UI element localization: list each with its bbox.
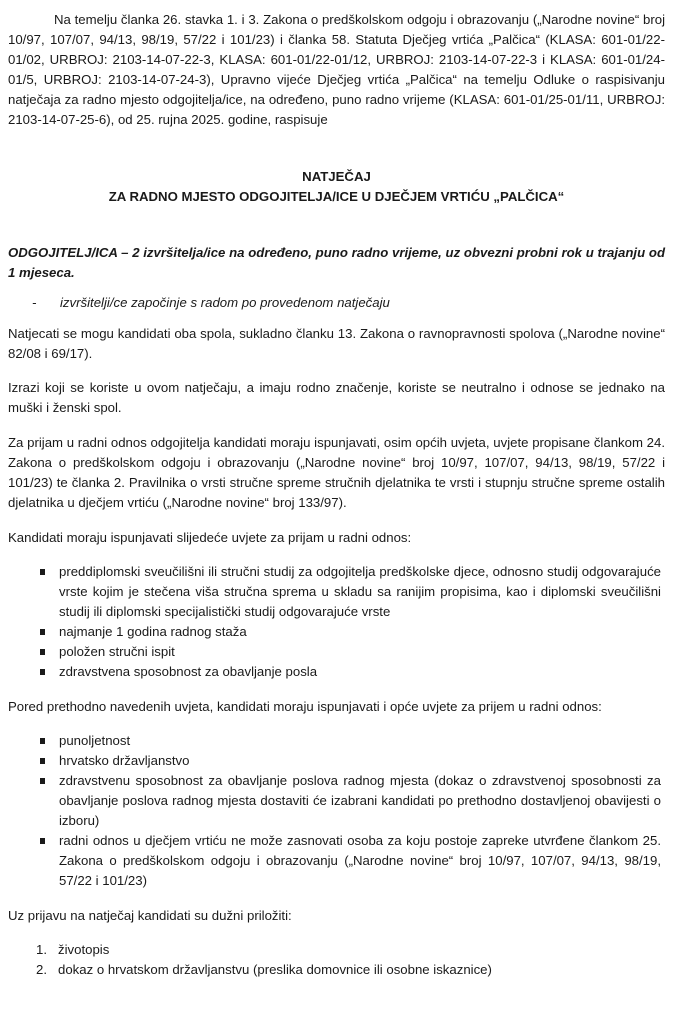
gender-paragraph: Natjecati se mogu kandidati oba spola, sukladno članku 13. Zakona o ravnopravnosti spolova („Narodne novine“ 82/08 i 69/17). [8,326,665,361]
item-number: 1. [36,942,47,957]
list-item: najmanje 1 godina radnog staža [8,622,665,642]
attachments-intro: Uz prijavu na natječaj kandidati su dužni priložiti: [8,908,292,923]
conditions-paragraph: Za prijam u radni odnos odgojitelja kandidati moraju ispunjavati, osim općih uvjeta, uvjete propisane člankom 24. Zakona o predškolskom odgoju i obrazovanju („Narodne novine“ broj 10/97, 107/07, 94/13, 98/19, 57/22 i 101/23) te članka 2. Pravilnika o vrsti stručne spreme stručnih djelatnika te vrsti i stupnju stručne spreme ostalih djelatnika u dječjem vrtiću („Narodne novine“ broj 133/97). [8,435,665,510]
title-block [8,167,665,207]
list-item: 2. dokaz o hrvatskom državljanstvu (preslika domovnice ili osobne iskaznice) [8,960,665,980]
list-item: preddiplomski sveučilišni ili stručni studij za odgojitelja predškolske djece, odnosno studij odgovarajuće vrste kojim je stečena viša stručna sprema u skladu sa ranijim propisima, kao i diplomski sveučilišni studij ili diplomski specijalistički studij odgovarajuće vrste [8,562,665,622]
bullet-icon [8,771,59,831]
bullet-icon [8,662,59,682]
position-description: ODGOJITELJ/ICA – 2 izvršitelja/ice na određeno, puno radno vrijeme, uz obvezni probni rok u trajanju od 1 mjeseca. [8,245,665,280]
title-line-1: NATJEČAJ [302,169,371,184]
list-item: punoljetnost [8,731,665,751]
general-conditions-intro: Pored prethodno navedenih uvjeta, kandidati moraju ispunjavati i opće uvjete za prijem u radni odnos: [8,699,602,714]
list-item: radni odnos u dječjem vrtiću ne može zasnovati osoba za koju postoje zapreke utvrđene člankom 25. Zakona o predškolskom odgoju i obrazovanju („Narodne novine“ broj 10/97, 107/07, 94/13, 98/19, 57/22 i 101/23) [8,831,665,891]
special-conditions-list [8,562,665,682]
bullet-icon [8,751,59,771]
list-item: hrvatsko državljanstvo [8,751,665,771]
list-item: zdravstvena sposobnost za obavljanje posla [8,662,665,682]
intro-paragraph: Na temelju članka 26. stavka 1. i 3. Zakona o predškolskom odgoju i obrazovanju („Narodne novine“ broj 10/97, 107/07, 94/13, 98/19, 57/22 i 101/23) i članka 58. Statuta Dječjeg vrtića „Palčica“ (KLASA: 601-01/22-01/02, URBROJ: 2103-14-07-22-3, KLASA: 601-01/22-01/12, URBROJ: 2103-14-07-22-3 i KLASA: 601-01/24-01/5, URBROJ: 2103-14-07-24-3), Upravno vijeće Dječjeg vrtića „Palčica“ na temelju Odluke o raspisivanju natječaja za radno mjesto odgojitelja/ice, na određeno, puno radno vrijeme (KLASA: 601-01/25-01/11, URBROJ: 2103-14-07-25-6), od 25. rujna 2025. godine, raspisuje [8,12,665,127]
neutral-terms-paragraph: Izrazi koji se koriste u ovom natječaju, a imaju rodno značenje, koriste se neutralno i odnose se jednako na muški i ženski spol. [8,380,665,415]
list-item: 1. životopis [8,940,665,960]
bullet-icon [8,642,59,662]
attachments-list [8,940,665,980]
bullet-icon [8,831,59,891]
general-conditions-list [8,731,665,891]
item-number: 2. [36,962,47,977]
dash-marker: - [32,295,37,310]
title-line-2: ZA RADNO MJESTO ODGOJITELJA/ICE U DJEČJEM VRTIĆU „PALČICA“ [108,189,565,204]
list-item: zdravstvenu sposobnost za obavljanje poslova radnog mjesta (dokaz o zdravstvenoj sposobnosti za obavljanje poslova radnog mjesta dostaviti će izabrani kandidati po prethodno dostavljenoj obavijesti o izboru) [8,771,665,831]
position-note-text: izvršitelji/ce započinje s radom po provedenom natječaju [60,295,390,310]
position-note [8,295,665,310]
list-item: položen stručni ispit [8,642,665,662]
bullet-icon [8,562,59,622]
bullet-icon [8,622,59,642]
bullet-icon [8,731,59,751]
special-conditions-intro: Kandidati moraju ispunjavati slijedeće uvjete za prijam u radni odnos: [8,530,412,545]
